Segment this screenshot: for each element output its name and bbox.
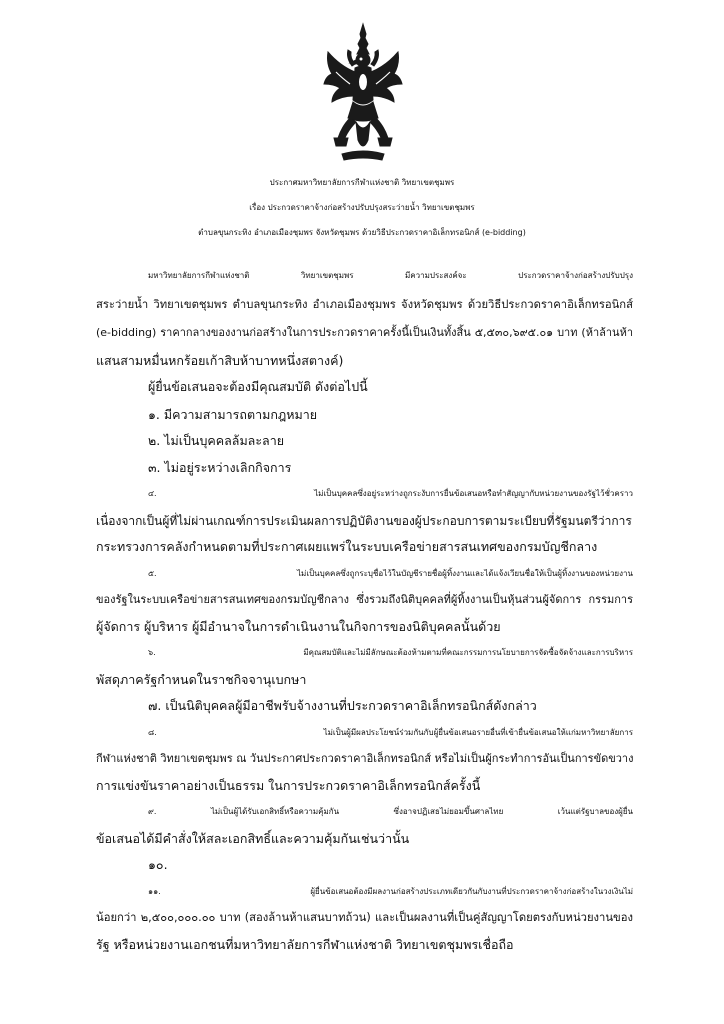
qualification-item-continued: การแข่งขันราคาอย่างเป็นธรรม ในการประกวดราคาอิเล็กทรอนิกส์ครั้งนี้ <box>96 778 481 793</box>
qualification-item: ๒. ไม่เป็นบุคคลล้มละลาย <box>148 433 285 448</box>
announcement-location: ตำบลขุนกระทิง อำเภอเมืองชุมพร จังหวัดชุมพร ด้วยวิธีประกวดราคาอิเล็กทรอนิกส์ (e-bidding) <box>198 228 526 237</box>
qualification-item-continued: ผู้จัดการ ผู้บริหาร ผู้มีอำนาจในการดำเนินงานในกิจการของนิติบุคคลนั้นด้วย <box>96 619 501 634</box>
qualification-item-continued: พัสดุภาครัฐกำหนดในราชกิจจานุเบกษา <box>96 672 307 687</box>
qualification-item: ๑๑. ผู้ยื่นข้อเสนอต้องมีผลงานก่อสร้างประเภทเดียวกันกับงานที่ประกวดราคาจ้างก่อสร้างในวงเงินไม่ <box>148 887 633 896</box>
intro-line: (e-bidding) ราคากลางของงานก่อสร้างในการประกวดราคาครั้งนี้เป็นเงินทั้งสิ้น ๕,๕๓๐,๖๙๕.๐๑ บาท (ห้าล้านห้า <box>96 326 633 339</box>
announcement-subject: เรื่อง ประกวดราคาจ้างก่อสร้างปรับปรุงสระว่ายน้ำ วิทยาเขตชุมพร <box>249 203 475 212</box>
qualification-item-continued: กระทรวงการคลังกำหนดตามที่ประกาศเผยแพร่ในระบบเครือข่ายสารสนเทศของกรมบัญชีกลาง <box>96 539 598 554</box>
qualification-item-continued: เนื่องจากเป็นผู้ที่ไม่ผ่านเกณฑ์การประเมินผลการปฏิบัติงานของผู้ประกอบการตามระเบียบที่รัฐมนตรีว่าการ <box>96 514 632 528</box>
qualification-item: ๑๐. <box>148 857 168 872</box>
qualification-item-continued: ข้อเสนอได้มีคำสั่งให้สละเอกสิทธิ์และความคุ้มกันเช่นว่านั้น <box>96 831 410 846</box>
qualification-item: ๔. ไม่เป็นบุคคลซึ่งอยู่ระหว่างถูกระงับการยื่นข้อเสนอหรือทำสัญญากับหน่วยงานของรัฐไว้ชั่วคราว <box>148 489 633 498</box>
qualification-item-continued: กีฬาแห่งชาติ วิทยาเขตชุมพร ณ วันประกาศประกวดราคาอิเล็กทรอนิกส์ หรือไม่เป็นผู้กระทำการอันเป็นการขัดขวาง <box>96 752 634 765</box>
qualification-item: ๓. ไม่อยู่ระหว่างเลิกกิจการ <box>148 460 292 475</box>
qualifications-heading: ผู้ยื่นข้อเสนอจะต้องมีคุณสมบัติ ดังต่อไปนี้ <box>148 379 368 394</box>
qualification-item-continued: น้อยกว่า ๒,๕๐๐,๐๐๐.๐๐ บาท (สองล้านห้าแสนบาทถ้วน) และเป็นผลงานที่เป็นคู่สัญญาโดยตรงกับหน่วยงานของ <box>96 911 633 924</box>
qualification-item: ๙. ไม่เป็นผู้ได้รับเอกสิทธิ์หรือความคุ้มกัน ซึ่งอาจปฏิเสธไม่ยอมขึ้นศาลไทย เว้นแต่รัฐบาลของผู้ยื่น <box>148 807 633 816</box>
qualification-item: ๖. มีคุณสมบัติและไม่มีลักษณะต้องห้ามตามที่คณะกรรมการนโยบายการจัดซื้อจัดจ้างและการบริหาร <box>148 648 633 657</box>
qualification-item: ๑. มีความสามารถตามกฎหมาย <box>148 407 318 422</box>
intro-line: สระว่ายน้ำ วิทยาเขตชุมพร ตำบลขุนกระทิง อำเภอเมืองชุมพร จังหวัดชุมพร ด้วยวิธีประกวดราคาอิเล็กทรอนิกส์ <box>96 298 633 311</box>
intro-line: แสนสามหมื่นหกร้อยเก้าสิบห้าบาทหนึ่งสตางค์) <box>96 353 344 368</box>
qualification-item: ๘. ไม่เป็นผู้มีผลประโยชน์ร่วมกันกับผู้ยื่นข้อเสนอรายอื่นที่เข้ายื่นข้อเสนอให้แก่มหาวิทยาลัยการ <box>148 728 633 737</box>
qualification-item: ๗. เป็นนิติบุคคลผู้มีอาชีพรับจ้างงานที่ประกวดราคาอิเล็กทรอนิกส์ดังกล่าว <box>148 698 537 713</box>
qualification-item-continued: รัฐ หรือหน่วยงานเอกชนที่มหาวิทยาลัยการกีฬาแห่งชาติ วิทยาเขตชุมพรเชื่อถือ <box>96 937 514 952</box>
qualification-item-continued: ของรัฐในระบบเครือข่ายสารสนเทศของกรมบัญชีกลาง ซึ่งรวมถึงนิติบุคคลที่ผู้ทิ้งงานเป็นหุ้นส่วนผู้จัดการ กรรมการ <box>96 593 633 606</box>
announcement-title: ประกาศมหาวิทยาลัยการกีฬาแห่งชาติ วิทยาเขตชุมพร <box>269 178 455 187</box>
qualification-item: ๕. ไม่เป็นบุคคลซึ่งถูกระบุชื่อไว้ในบัญชีรายชื่อผู้ทิ้งงานและได้แจ้งเวียนชื่อให้เป็นผู้ทิ้งงานของหน่วยงาน <box>148 569 633 578</box>
intro-line: มหาวิทยาลัยการกีฬาแห่งชาติ วิทยาเขตชุมพร มีความประสงค์จะ ประกวดราคาจ้างก่อสร้างปรับปรุง <box>148 271 633 280</box>
